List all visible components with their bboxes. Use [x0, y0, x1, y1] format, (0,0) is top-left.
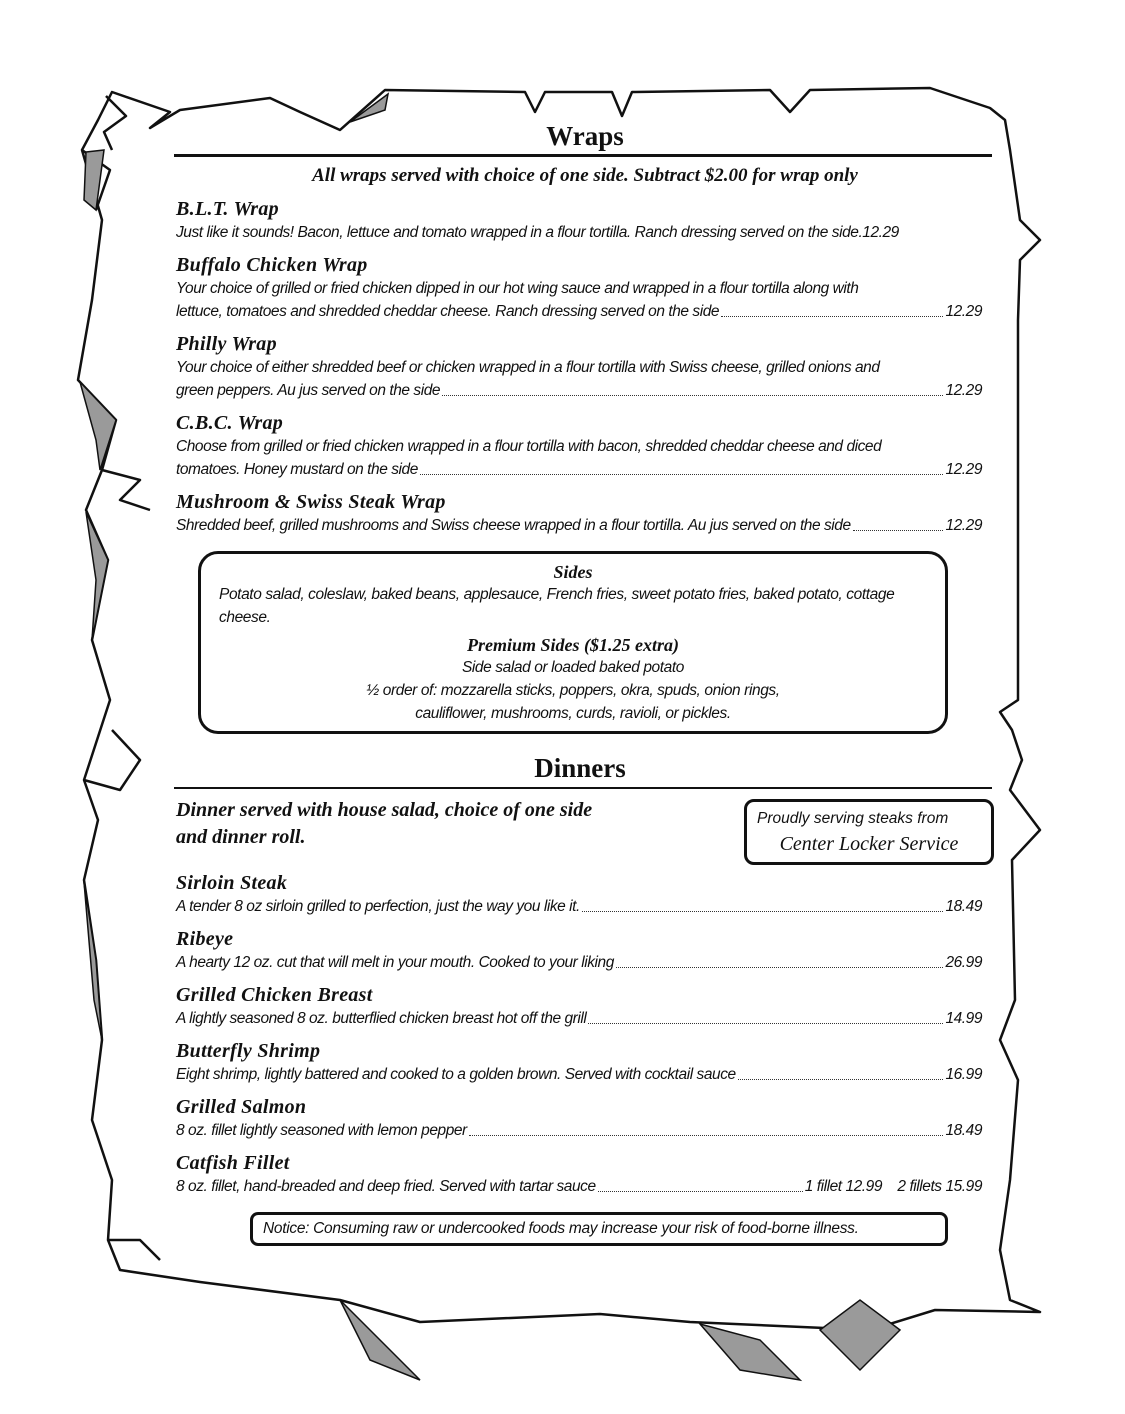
desc-text: A hearty 12 oz. cut that will melt in your mouth. Cooked to your liking	[176, 953, 614, 971]
item-price: 16.99	[945, 1065, 982, 1083]
leader-dots	[738, 1078, 944, 1080]
menu-item-sirloin-steak	[176, 871, 982, 918]
item-description	[176, 1119, 982, 1142]
item-description	[176, 951, 982, 974]
dinners-intro	[176, 797, 696, 865]
wraps-subtitle: All wraps served with choice of one side. Subtract $2.00 for wrap only	[312, 165, 858, 187]
center-locker-box	[744, 799, 994, 865]
item-name: Catfish Fillet	[176, 1151, 290, 1174]
sides-title: Sides	[553, 562, 593, 583]
desc-text: A tender 8 oz sirloin grilled to perfection, just the way you like it.	[176, 897, 580, 915]
leader-dots	[598, 1190, 803, 1192]
item-price: 1 fillet 12.99 2 fillets 15.99	[804, 1177, 982, 1195]
desc-text: Eight shrimp, lightly battered and cooked to a golden brown. Served with cocktail sauce	[176, 1065, 736, 1083]
dinners-title: Dinners	[534, 753, 626, 784]
wraps-title: Wraps	[546, 121, 624, 151]
item-name: C.B.C. Wrap	[176, 412, 284, 435]
item-name: Sirloin Steak	[176, 871, 288, 894]
item-description	[176, 277, 982, 323]
item-name: Buffalo Chicken Wrap	[176, 254, 368, 277]
menu-page	[170, 120, 1000, 1246]
menu-item-blt-wrap	[176, 197, 982, 244]
menu-item-ribeye	[176, 927, 982, 974]
item-name: Ribeye	[176, 927, 234, 950]
item-description	[176, 221, 982, 244]
item-description	[176, 1063, 982, 1086]
desc-text: Just like it sounds! Bacon, lettuce and tomato wrapped in a flour tortilla. Ranch dressing served on the side.	[176, 224, 863, 242]
item-name: B.L.T. Wrap	[176, 198, 279, 221]
food-safety-notice: Notice: Consuming raw or undercooked foods may increase your risk of food-borne illness.	[250, 1212, 948, 1246]
dinners-intro-line-2: and dinner roll.	[176, 825, 306, 848]
sides-text: Potato salad, coleslaw, baked beans, applesauce, French fries, sweet potato fries, baked potato, cottage cheese.	[219, 586, 895, 627]
item-description	[176, 895, 982, 918]
item-description	[176, 1175, 982, 1198]
desc-text: tomatoes. Honey mustard on the side	[176, 461, 418, 479]
leader-dots	[721, 315, 943, 317]
locker-line-1: Proudly serving steaks from	[757, 809, 949, 827]
item-price: 14.99	[945, 1009, 982, 1027]
item-description	[176, 356, 982, 402]
item-price: 12.29	[945, 303, 982, 321]
menu-item-cbc-wrap	[176, 411, 982, 481]
dinners-rule	[174, 787, 992, 789]
dinners-intro-row	[176, 797, 994, 865]
desc-text: A lightly seasoned 8 oz. butterflied chicken breast hot off the grill	[176, 1009, 587, 1027]
menu-item-grilled-salmon	[176, 1095, 982, 1142]
locker-line-2: Center Locker Service	[779, 832, 959, 855]
item-price: 18.49	[945, 897, 982, 915]
leader-dots	[442, 394, 943, 396]
desc-text: Shredded beef, grilled mushrooms and Swiss cheese wrapped in a flour tortilla. Au jus served on the side	[176, 517, 851, 535]
premium-sides-line-3: cauliflower, mushrooms, curds, ravioli, or pickles.	[415, 705, 731, 723]
menu-item-buffalo-chicken-wrap	[176, 253, 982, 323]
item-price: 18.49	[945, 1121, 982, 1139]
menu-item-mushroom-swiss-wrap	[176, 490, 982, 537]
item-name: Grilled Salmon	[176, 1095, 307, 1118]
leader-dots	[582, 910, 944, 912]
leader-dots	[853, 529, 944, 531]
desc-text: green peppers. Au jus served on the side	[176, 382, 441, 400]
premium-sides-line-1: Side salad or loaded baked potato	[461, 659, 685, 677]
dinners-intro-line-1: Dinner served with house salad, choice of one side	[176, 798, 593, 821]
desc-text: lettuce, tomatoes and shredded cheddar cheese. Ranch dressing served on the side	[176, 303, 720, 321]
item-description	[176, 435, 982, 481]
desc-text: 8 oz. fillet, hand-breaded and deep fried. Served with tartar sauce	[176, 1177, 596, 1195]
item-name: Butterfly Shrimp	[176, 1039, 321, 1062]
item-price: 12.29	[945, 382, 982, 400]
desc-text: Your choice of either shredded beef or chicken wrapped in a flour tortilla with Swiss cheese, grilled onions and	[176, 359, 880, 377]
item-price: 12.29	[862, 224, 899, 242]
desc-text: Your choice of grilled or fried chicken dipped in our hot wing sauce and wrapped in a flour tortilla along with	[176, 280, 859, 298]
desc-text: 8 oz. fillet lightly seasoned with lemon pepper	[176, 1121, 467, 1139]
menu-item-philly-wrap	[176, 332, 982, 402]
item-price: 26.99	[945, 953, 982, 971]
sides-box	[198, 551, 948, 734]
leader-dots	[420, 473, 944, 475]
item-price: 12.29	[945, 517, 982, 535]
leader-dots	[469, 1134, 944, 1136]
premium-sides-line-2: ½ order of: mozzarella sticks, poppers, okra, spuds, onion rings,	[366, 682, 780, 700]
wraps-rule	[174, 154, 992, 157]
item-name: Grilled Chicken Breast	[176, 983, 373, 1006]
item-description	[176, 514, 982, 537]
menu-item-grilled-chicken-breast	[176, 983, 982, 1030]
desc-text: Choose from grilled or fried chicken wrapped in a flour tortilla with bacon, shredded cheddar cheese and diced	[176, 438, 882, 456]
menu-item-butterfly-shrimp	[176, 1039, 982, 1086]
leader-dots	[588, 1022, 943, 1024]
item-name: Philly Wrap	[176, 333, 277, 356]
item-description	[176, 1007, 982, 1030]
menu-item-catfish-fillet	[176, 1151, 982, 1198]
premium-sides-title: Premium Sides ($1.25 extra)	[467, 635, 679, 656]
leader-dots	[616, 966, 944, 968]
item-price: 12.29	[945, 461, 982, 479]
item-name: Mushroom & Swiss Steak Wrap	[176, 491, 446, 514]
